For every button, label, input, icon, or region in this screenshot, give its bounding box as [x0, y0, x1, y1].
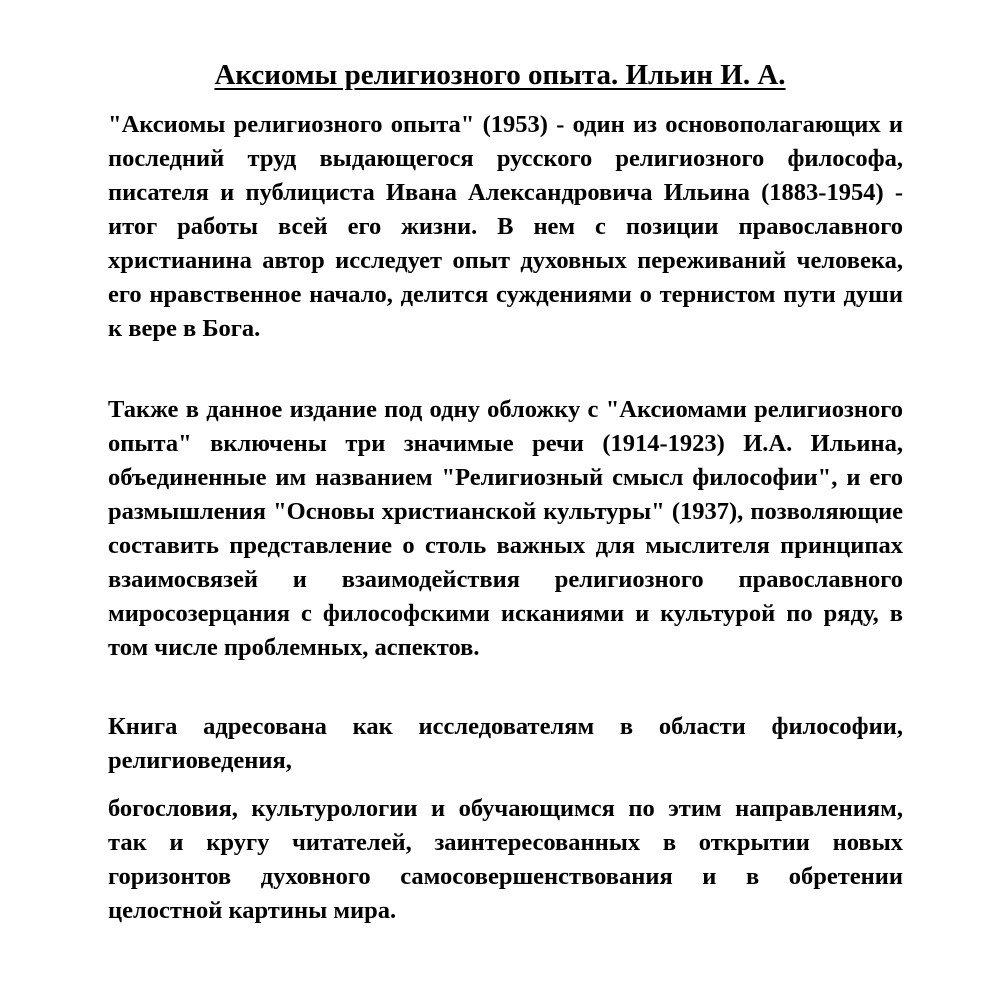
paragraph-audience-continued: богословия, культурологии и обучающимся по этим направлениям, так и кругу читателей, заинтересованных в открытии новых горизонтов духовного самосовершенствования и в обретении целостной картины мира.: [108, 795, 903, 924]
paragraph-intro: "Аксиомы религиозного опыта" (1953) - один из основополагающих и последний труд выдающегося русского религиозного философа, писателя и публициста Ивана Александровича Ильина (1883-1954) - итог работы всей его жизни. В нем с позиции православного христианина автор исследует опыт духовных переживаний человека, его нравственное начало, делится суждениями о тернистом пути души к вере в Бога.: [108, 111, 903, 342]
paragraph-audience: Книга адресована как исследователям в области философии, религиоведения,: [108, 713, 903, 774]
paragraph-contents: Также в данное издание под одну обложку с "Аксиомами религиозного опыта" включены три значимые речи (1914-1923) И.А. Ильина, объединенные им названием "Религиозный смысл философии", и его размышления "Основы христианской культуры" (1937), позволяющие составить представление о столь важных для мыслителя принципах взаимосвязей и взаимодействия религиозного православного миросозерцания с философскими исканиями и культурой по ряду, в том числе проблемных, аспектов.: [108, 396, 903, 661]
document-title: Аксиомы религиозного опыта. Ильин И. А.: [214, 59, 786, 91]
